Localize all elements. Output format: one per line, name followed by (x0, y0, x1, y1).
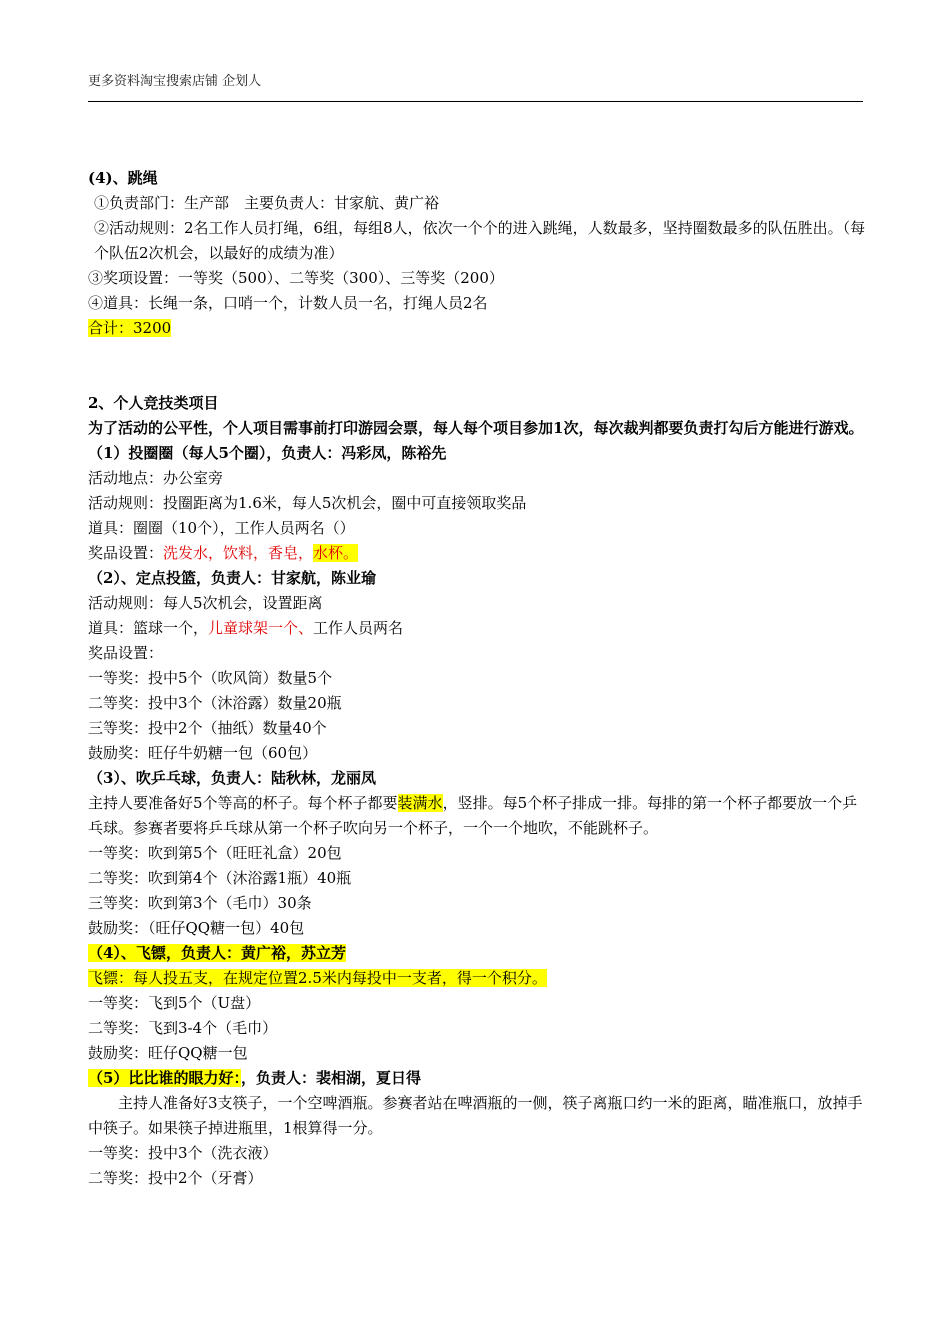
jump-rope-props: ④道具：长绳一条，口哨一个，计数人员一名，打绳人员2名 (88, 294, 488, 312)
pingpong-desc-b: ，竖排。每5个杯子排成一排。每排的第一个杯子都要放一个乒乓球。参赛者要将乒乓球从第一个杯子吹向另一个杯子，一个一个地吹，不能跳杯子。 (88, 794, 858, 837)
chopsticks-prize-1: 一等奖：投中3个（洗衣液） (88, 1144, 278, 1162)
pingpong-desc-a: 主持人要准备好5个等高的杯子。每个杯子都要 (88, 794, 398, 812)
basketball-prize-3: 三等奖：投中2个（抽纸）数量40个 (88, 719, 327, 737)
basketball-prize-2: 二等奖：投中3个（沐浴露）数量20瓶 (88, 694, 342, 712)
pingpong-prize-3: 三等奖：吹到第3个（毛巾）30条 (88, 894, 312, 912)
ring-toss-prize-label: 奖品设置： (88, 544, 164, 562)
pingpong-prize-2: 二等奖：吹到第4个（沐浴露1瓶）40瓶 (88, 869, 352, 887)
header-divider (88, 101, 863, 102)
pingpong-title: （3）、吹乒乓球，负责人：陆秋林，龙丽凤 (88, 769, 376, 787)
section2-intro: 为了活动的公平性，个人项目需事前打印游园会票，每人每个项目参加1次，每次裁判都要负责打勾后方能进行游戏。 (88, 419, 864, 437)
darts-prize-2: 二等奖：飞到3-4个（毛巾） (88, 1019, 278, 1037)
basketball-rules: 活动规则：每人5次机会，设置距离 (88, 594, 323, 612)
ring-toss-title: （1）投圈圈（每人5个圈），负责人：冯彩凤，陈裕先 (88, 444, 447, 462)
basketball-props-a: 道具：篮球一个， (88, 619, 209, 637)
ring-toss-prizes (88, 541, 866, 566)
pingpong-desc (88, 791, 866, 841)
jump-rope-dept: ①负责部门：生产部 主要负责人：甘家航、黄广裕 (94, 194, 440, 212)
ring-toss-props: 道具：圈圈（10个），工作人员两名（） (88, 519, 355, 537)
jump-rope-title: (4)、跳绳 (88, 169, 158, 187)
ring-toss-rules: 活动规则：投圈距离为1.6米，每人5次机会，圈中可直接领取奖品 (88, 494, 527, 512)
page-header: 更多资料淘宝搜索店铺 企划人 (88, 74, 262, 89)
pingpong-prize-1: 一等奖：吹到第5个（旺旺礼盒）20包 (88, 844, 342, 862)
darts-rule: 飞镖：每人投五支，在规定位置2.5米内每投中一支者，得一个积分。 (88, 969, 547, 987)
pingpong-desc-highlight: 装满水 (397, 794, 443, 812)
darts-prize-3: 鼓励奖：旺仔QQ糖一包 (88, 1044, 248, 1062)
basketball-props-red: 儿童球架一个、 (208, 619, 314, 637)
basketball-prize-4: 鼓励奖：旺仔牛奶糖一包（60包） (88, 744, 318, 762)
basketball-title: （2）、定点投篮，负责人：甘家航，陈业瑜 (88, 569, 376, 587)
ring-toss-prize-highlight: 水杯。 (313, 544, 359, 562)
chopsticks-title-rest: ，负责人：裴相湖，夏日得 (240, 1069, 421, 1087)
darts-prize-1: 一等奖：飞到5个（U盘） (88, 994, 261, 1012)
jump-rope-total: 合计：3200 (88, 319, 172, 337)
document-body (88, 166, 866, 1191)
chopsticks-title (88, 1066, 866, 1091)
basketball-props (88, 616, 866, 641)
chopsticks-prize-2: 二等奖：投中2个（牙膏） (88, 1169, 263, 1187)
chopsticks-desc: 主持人准备好3支筷子，一个空啤酒瓶。参赛者站在啤酒瓶的一侧，筷子离瓶口约一米的距离，瞄准瓶口，放掉手中筷子。如果筷子掉进瓶里，1根算得一分。 (88, 1094, 863, 1137)
basketball-prize-1: 一等奖：投中5个（吹风筒）数量5个 (88, 669, 333, 687)
jump-rope-prizes: ③奖项设置：一等奖（500）、二等奖（300）、三等奖（200） (88, 269, 504, 287)
darts-title: （4）、飞镖，负责人：黄广裕，苏立芳 (88, 944, 346, 962)
ring-toss-prize-items: 洗发水，饮料，香皂， (163, 544, 314, 562)
section2-title: 2、个人竞技类项目 (88, 394, 219, 412)
chopsticks-title-highlight: （5）比比谁的眼力好： (88, 1069, 241, 1087)
jump-rope-rules: ②活动规则：2名工作人员打绳，6组，每组8人，依次一个个的进入跳绳，人数最多，坚持圈数最多的队伍胜出。（每个队伍2次机会，以最好的成绩为准） (94, 219, 866, 262)
pingpong-prize-4: 鼓励奖：（旺仔QQ糖一包）40包 (88, 919, 305, 937)
basketball-props-b: 工作人员两名 (313, 619, 404, 637)
basketball-prize-label: 奖品设置： (88, 644, 164, 662)
ring-toss-place: 活动地点：办公室旁 (88, 469, 224, 487)
